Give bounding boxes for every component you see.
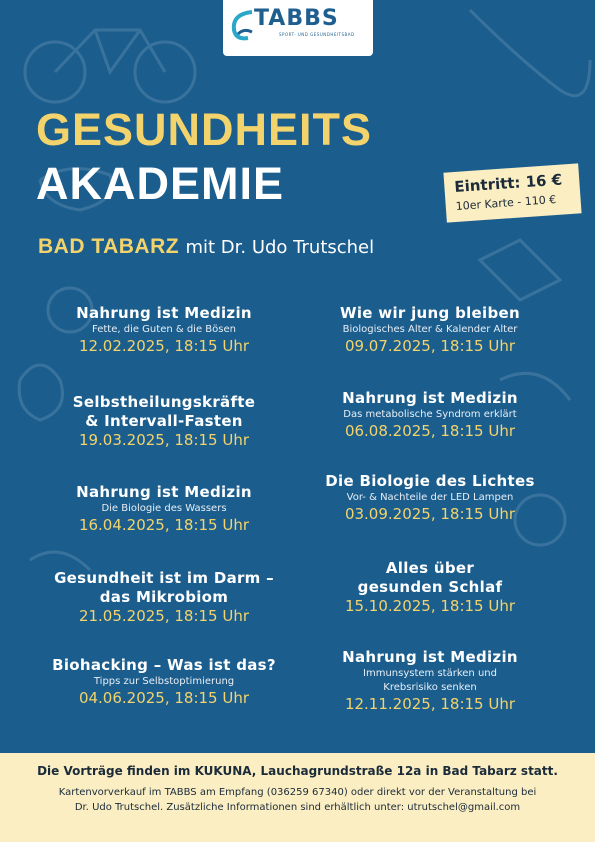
event-description: Krebsrisiko senken (383, 682, 477, 693)
event-description: Das metabolische Syndrom erklärt (343, 409, 517, 420)
event-date: 04.06.2025, 18:15 Uhr (78, 689, 250, 707)
event-date: 09.07.2025, 18:15 Uhr (344, 337, 516, 355)
event-title: das Mikrobiom (99, 588, 229, 606)
subtitle-speaker: mit Dr. Udo Trutschel (185, 237, 375, 258)
logo-tagline: SPORT- UND GESUNDHEITSBAD (279, 32, 355, 37)
event-description: Tipps zur Selbstoptimierung (93, 676, 235, 687)
event-date: 19.03.2025, 18:15 Uhr (78, 431, 250, 449)
event-date: 21.05.2025, 18:15 Uhr (78, 607, 250, 625)
price-sub: 10er Karte - 110 € (455, 192, 557, 213)
event-title: gesunden Schlaf (357, 578, 503, 596)
event-item (24, 393, 304, 450)
title-line-1: GESUNDHEITS (36, 104, 373, 155)
title-line-2: AKADEMIE (36, 158, 285, 209)
event-date: 12.02.2025, 18:15 Uhr (78, 337, 250, 355)
event-title: & Intervall-Fasten (85, 412, 243, 430)
footer (0, 753, 595, 842)
event-description: Vor- & Nachteile der LED Lampen (346, 492, 514, 503)
event-item (290, 559, 570, 616)
event-title: Gesundheit ist im Darm – (54, 569, 274, 587)
event-title: Wie wir jung bleiben (340, 304, 520, 322)
footer-info-line-1: Kartenvorverkauf im TABBS am Empfang (036259 67340) oder direkt vor der Veranstaltung bei (58, 787, 537, 798)
event-item (290, 389, 570, 441)
event-title: Nahrung ist Medizin (76, 483, 252, 501)
event-title: Die Biologie des Lichtes (325, 472, 535, 490)
event-item (24, 483, 304, 535)
footer-info-line-2: Dr. Udo Trutschel. Zusätzliche Informationen sind erhältlich unter: utrutschel@gmail.com (74, 802, 521, 813)
event-item (24, 656, 304, 708)
footer-info (0, 785, 595, 815)
event-description: Immunsystem stärken und (363, 668, 497, 679)
event-item (290, 304, 570, 356)
event-description: Biologisches Alter & Kalender Alter (342, 324, 518, 335)
event-date: 16.04.2025, 18:15 Uhr (78, 516, 250, 534)
event-date: 03.09.2025, 18:15 Uhr (344, 505, 516, 523)
event-title: Selbstheilungskräfte (72, 393, 256, 411)
subtitle (38, 234, 374, 259)
event-title: Nahrung ist Medizin (342, 389, 518, 407)
event-date: 06.08.2025, 18:15 Uhr (344, 422, 516, 440)
event-item (290, 648, 570, 714)
event-description: Die Biologie des Wassers (101, 503, 227, 514)
event-item (290, 472, 570, 524)
event-description: Fette, die Guten & die Bösen (92, 324, 236, 335)
price-tag (443, 163, 581, 222)
subtitle-location: BAD TABARZ (38, 235, 180, 258)
footer-venue: Die Vorträge finden im KUKUNA, Lauchagrundstraße 12a in Bad Tabarz statt. (37, 764, 558, 778)
event-date: 12.11.2025, 18:15 Uhr (344, 695, 516, 713)
price-main: Eintritt: 16 € (453, 170, 563, 197)
event-title: Nahrung ist Medizin (342, 648, 518, 666)
event-item (24, 304, 304, 356)
event-item (24, 569, 304, 626)
event-title: Biohacking – Was ist das? (52, 656, 276, 674)
event-date: 15.10.2025, 18:15 Uhr (344, 597, 516, 615)
event-title: Nahrung ist Medizin (76, 304, 252, 322)
event-title: Alles über (385, 559, 475, 577)
logo-name: TABBS (254, 6, 339, 31)
